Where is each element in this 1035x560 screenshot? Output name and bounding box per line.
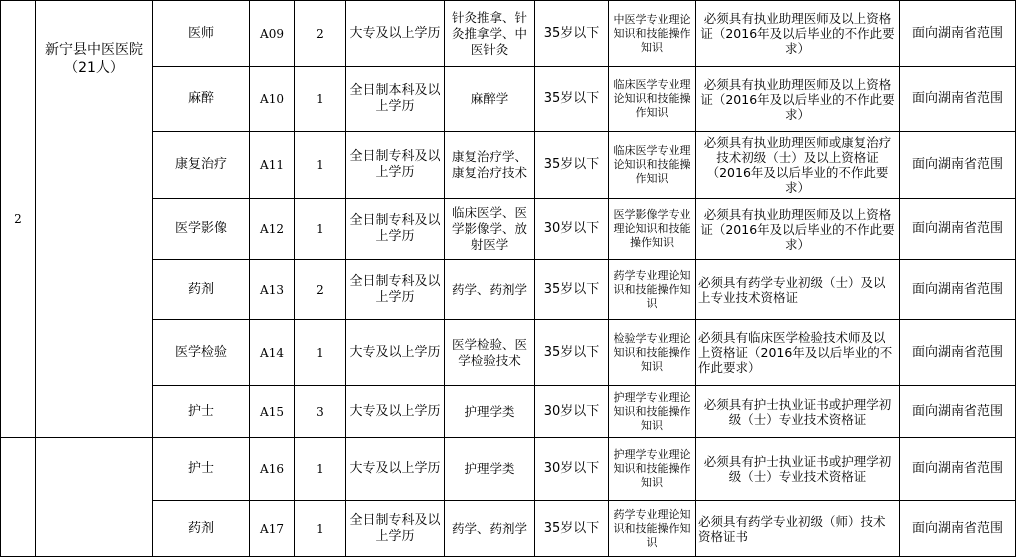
group-index	[1, 438, 36, 557]
hospital-name: 新宁县中医医院	[45, 42, 143, 58]
code-cell: A15	[250, 386, 295, 438]
table-row	[1, 320, 1016, 386]
requirement-cell: 必须具有药学专业初级（士）及以上专业技术资格证	[696, 260, 900, 320]
major-cell: 康复治疗学、康复治疗技术	[445, 132, 535, 199]
count-cell: 2	[295, 260, 346, 320]
position-cell: 麻醉	[153, 67, 250, 132]
major-cell: 针灸推拿、针灸推拿学、中医针灸	[445, 1, 535, 67]
exam-cell: 临床医学专业理论知识和技能操作知识	[609, 67, 696, 132]
age-cell: 35岁以下	[535, 67, 609, 132]
table-row	[1, 67, 1016, 132]
position-cell: 医师	[153, 1, 250, 67]
group-index: 2	[1, 1, 36, 438]
scope-cell: 面向湖南省范围	[900, 386, 1016, 438]
major-cell: 麻醉学	[445, 67, 535, 132]
code-cell: A13	[250, 260, 295, 320]
code-cell: A11	[250, 132, 295, 199]
exam-cell: 护理学专业理论知识和技能操作知识	[609, 386, 696, 438]
scope-cell: 面向湖南省范围	[900, 1, 1016, 67]
scope-cell: 面向湖南省范围	[900, 438, 1016, 501]
education-cell: 全日制专科及以上学历	[346, 260, 445, 320]
count-cell: 3	[295, 386, 346, 438]
count-cell: 1	[295, 132, 346, 199]
scope-cell: 面向湖南省范围	[900, 67, 1016, 132]
requirement-cell: 必须具有护士执业证书或护理学初级（士）专业技术资格证	[696, 438, 900, 501]
exam-cell: 药学专业理论知识和技能操作知识	[609, 501, 696, 557]
count-cell: 1	[295, 320, 346, 386]
age-cell: 35岁以下	[535, 320, 609, 386]
education-cell: 全日制本科及以上学历	[346, 67, 445, 132]
age-cell: 30岁以下	[535, 199, 609, 260]
age-cell: 35岁以下	[535, 1, 609, 67]
position-cell: 药剂	[153, 260, 250, 320]
major-cell: 医学检验、医学检验技术	[445, 320, 535, 386]
position-cell: 药剂	[153, 501, 250, 557]
education-cell: 大专及以上学历	[346, 1, 445, 67]
requirement-cell: 必须具有执业助理医师及以上资格证（2016年及以后毕业的不作此要求）	[696, 67, 900, 132]
exam-cell: 中医学专业理论知识和技能操作知识	[609, 1, 696, 67]
count-cell: 1	[295, 501, 346, 557]
scope-cell: 面向湖南省范围	[900, 260, 1016, 320]
count-cell: 2	[295, 1, 346, 67]
count-cell: 1	[295, 438, 346, 501]
code-cell: A17	[250, 501, 295, 557]
position-cell: 护士	[153, 438, 250, 501]
major-cell: 临床医学、医学影像学、放射医学	[445, 199, 535, 260]
requirement-cell: 必须具有临床医学检验技术师及以上资格证（2016年及以后毕业的不作此要求）	[696, 320, 900, 386]
scope-cell: 面向湖南省范围	[900, 199, 1016, 260]
requirement-cell: 必须具有护士执业证书或护理学初级（士）专业技术资格证	[696, 386, 900, 438]
scope-cell: 面向湖南省范围	[900, 320, 1016, 386]
table-row	[1, 438, 1016, 501]
code-cell: A16	[250, 438, 295, 501]
exam-cell: 临床医学专业理论知识和技能操作知识	[609, 132, 696, 199]
age-cell: 30岁以下	[535, 438, 609, 501]
table-row	[1, 501, 1016, 557]
table-row	[1, 260, 1016, 320]
exam-cell: 药学专业理论知识和技能操作知识	[609, 260, 696, 320]
education-cell: 大专及以上学历	[346, 386, 445, 438]
major-cell: 药学、药剂学	[445, 501, 535, 557]
scope-cell: 面向湖南省范围	[900, 501, 1016, 557]
requirement-cell: 必须具有药学专业初级（师）技术资格证书	[696, 501, 900, 557]
code-cell: A10	[250, 67, 295, 132]
requirement-cell: 必须具有执业助理医师及以上资格证（2016年及以后毕业的不作此要求）	[696, 199, 900, 260]
education-cell: 全日制专科及以上学历	[346, 132, 445, 199]
code-cell: A09	[250, 1, 295, 67]
position-cell: 护士	[153, 386, 250, 438]
table-row	[1, 199, 1016, 260]
code-cell: A14	[250, 320, 295, 386]
major-cell: 药学、药剂学	[445, 260, 535, 320]
age-cell: 35岁以下	[535, 501, 609, 557]
age-cell: 35岁以下	[535, 132, 609, 199]
age-cell: 30岁以下	[535, 386, 609, 438]
position-cell: 康复治疗	[153, 132, 250, 199]
table-row	[1, 1, 1016, 67]
requirement-cell: 必须具有执业助理医师及以上资格证（2016年及以后毕业的不作此要求）	[696, 1, 900, 67]
education-cell: 大专及以上学历	[346, 438, 445, 501]
education-cell: 大专及以上学历	[346, 320, 445, 386]
exam-cell: 检验学专业理论知识和技能操作知识	[609, 320, 696, 386]
hospital-quota: （21人）	[64, 60, 124, 76]
position-cell: 医学影像	[153, 199, 250, 260]
requirement-cell: 必须具有执业助理医师或康复治疗技术初级（士）及以上资格证（2016年及以后毕业的不作此要求）	[696, 132, 900, 199]
table-row	[1, 386, 1016, 438]
table-row	[1, 132, 1016, 199]
education-cell: 全日制专科及以上学历	[346, 199, 445, 260]
count-cell: 1	[295, 199, 346, 260]
position-cell: 医学检验	[153, 320, 250, 386]
exam-cell: 护理学专业理论知识和技能操作知识	[609, 438, 696, 501]
hospital-cell	[36, 438, 153, 557]
major-cell: 护理学类	[445, 386, 535, 438]
education-cell: 全日制专科及以上学历	[346, 501, 445, 557]
major-cell: 护理学类	[445, 438, 535, 501]
count-cell: 1	[295, 67, 346, 132]
age-cell: 35岁以下	[535, 260, 609, 320]
hospital-cell	[36, 1, 153, 438]
code-cell: A12	[250, 199, 295, 260]
scope-cell: 面向湖南省范围	[900, 132, 1016, 199]
exam-cell: 医学影像学专业理论知识和技能操作知识	[609, 199, 696, 260]
